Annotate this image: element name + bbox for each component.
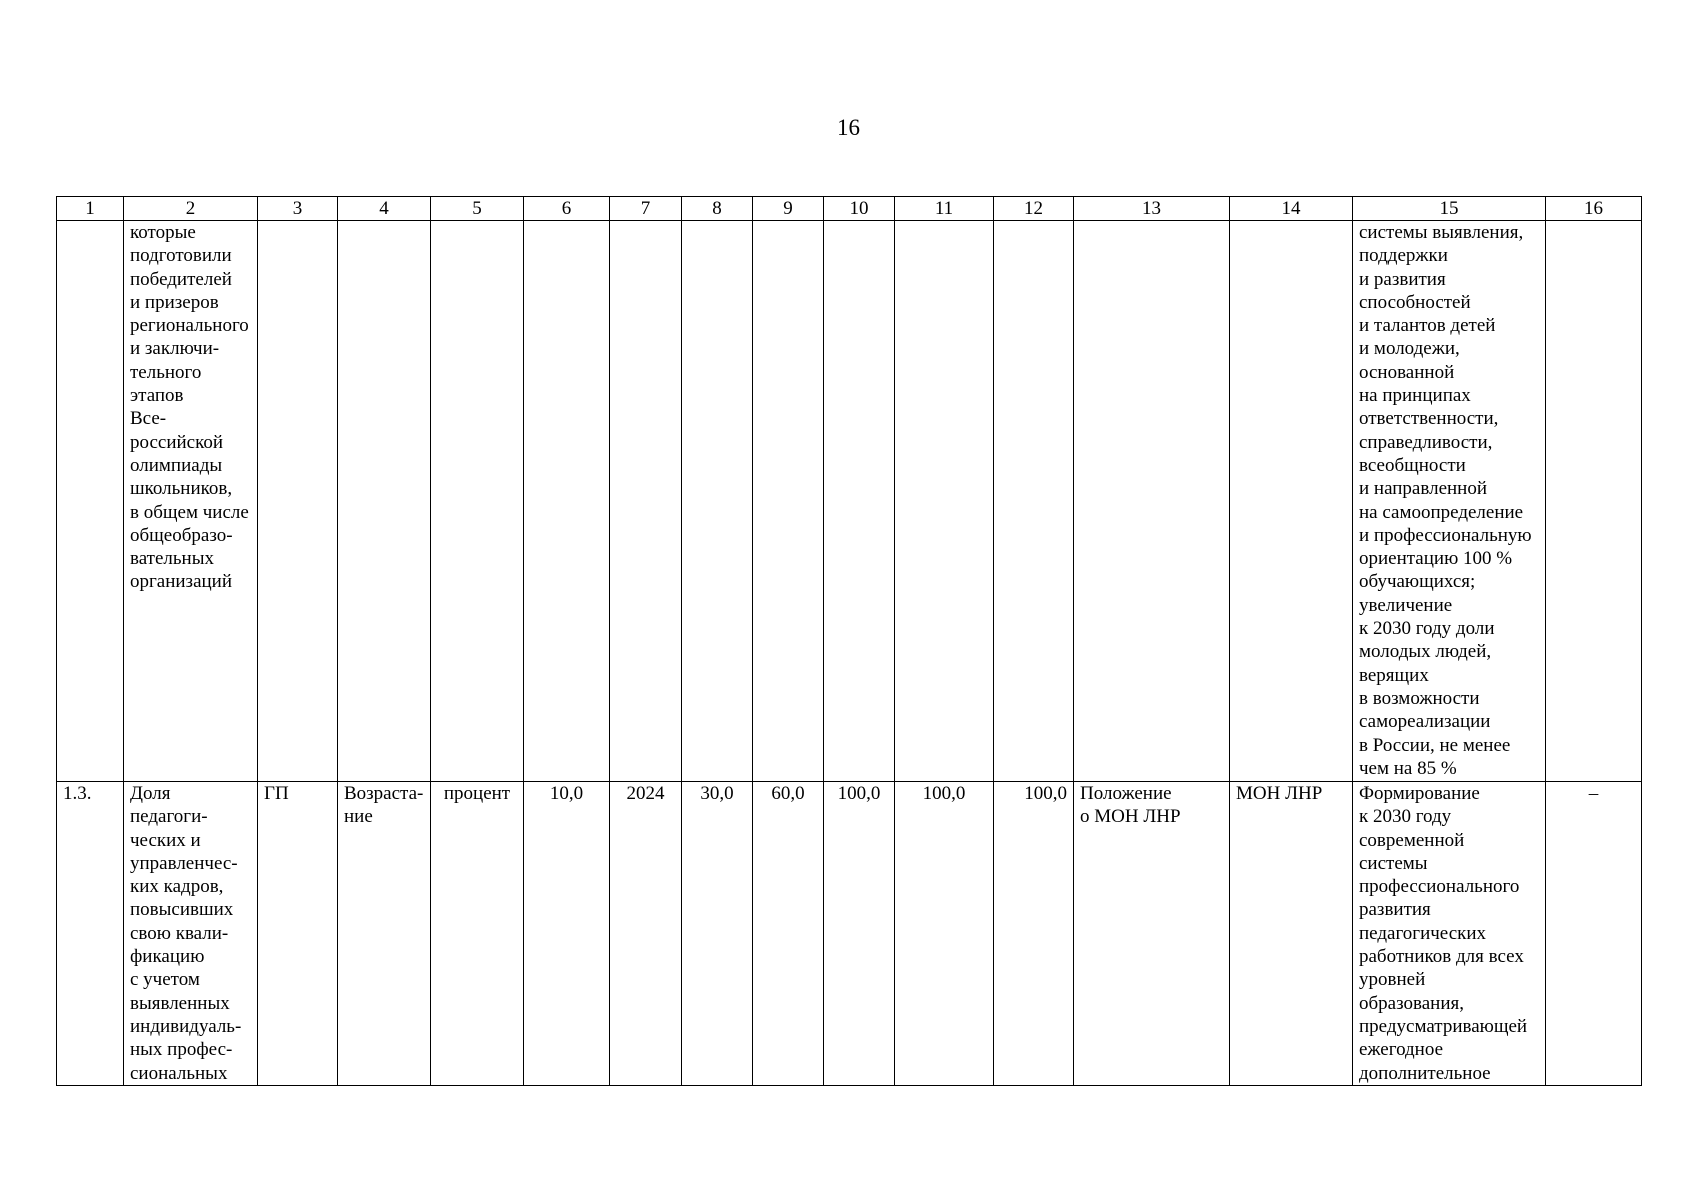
cell-unit xyxy=(431,221,524,782)
cell-indicator-name: Доля педагоги- ческих и управленчес- ких кадров, повысивших свою квали- фикацию с учетом выявленных индивидуаль- ных профес- сиональных xyxy=(124,782,258,1086)
cell-level xyxy=(258,221,338,782)
column-header: 11 xyxy=(895,197,994,221)
page-number: 16 xyxy=(837,115,860,140)
cell-document: Положение о МОН ЛНР xyxy=(1074,782,1230,1086)
indicators-table xyxy=(56,196,1642,1086)
cell-value xyxy=(824,221,895,782)
column-header: 14 xyxy=(1230,197,1353,221)
cell-value xyxy=(753,221,824,782)
column-header: 5 xyxy=(431,197,524,221)
cell-trend xyxy=(338,221,431,782)
cell-base-value: 10,0 xyxy=(524,782,610,1086)
cell-base-year: 2024 xyxy=(610,782,682,1086)
cell-trend: Возраста- ние xyxy=(338,782,431,1086)
table-row xyxy=(57,221,1642,782)
cell-info-system xyxy=(1546,221,1642,782)
column-header: 13 xyxy=(1074,197,1230,221)
cell-info-system: – xyxy=(1546,782,1642,1086)
column-header: 6 xyxy=(524,197,610,221)
column-header: 8 xyxy=(682,197,753,221)
cell-value: 30,0 xyxy=(682,782,753,1086)
cell-indicator-name: которые подготовили победителей и призеров регионального и заключи- тельного этапов Все- российской олимпиады школьников, в общем числе общеобразо- вательных организаций xyxy=(124,221,258,782)
table-header-row xyxy=(57,197,1642,221)
column-header: 2 xyxy=(124,197,258,221)
cell-level: ГП xyxy=(258,782,338,1086)
cell-value xyxy=(682,221,753,782)
cell-unit: процент xyxy=(431,782,524,1086)
cell-value xyxy=(895,221,994,782)
cell-goal-link: системы выявления, поддержки и развития способностей и талантов детей и молодежи, основанной на принципах ответственности, справедливости, всеобщности и направленной на самоопределение и профессиональную ориентацию 100 % обучающихся; увеличение к 2030 году доли молодых людей, верящих в возможности самореализации в России, не менее чем на 85 % xyxy=(1353,221,1546,782)
cell-goal-link: Формирование к 2030 году современной системы профессионального развития педагогических работников для всех уровней образования, предусматривающей ежегодное дополнительное xyxy=(1353,782,1546,1086)
column-header: 3 xyxy=(258,197,338,221)
column-header: 16 xyxy=(1546,197,1642,221)
cell-value: 60,0 xyxy=(753,782,824,1086)
cell-number xyxy=(57,221,124,782)
column-header: 7 xyxy=(610,197,682,221)
column-header: 15 xyxy=(1353,197,1546,221)
cell-responsible xyxy=(1230,221,1353,782)
column-header: 4 xyxy=(338,197,431,221)
cell-responsible: МОН ЛНР xyxy=(1230,782,1353,1086)
cell-document xyxy=(1074,221,1230,782)
cell-value: 100,0 xyxy=(994,782,1074,1086)
cell-value: 100,0 xyxy=(895,782,994,1086)
column-header: 9 xyxy=(753,197,824,221)
cell-number: 1.3. xyxy=(57,782,124,1086)
cell-base-year xyxy=(610,221,682,782)
cell-base-value xyxy=(524,221,610,782)
cell-value xyxy=(994,221,1074,782)
column-header: 10 xyxy=(824,197,895,221)
column-header: 1 xyxy=(57,197,124,221)
column-header: 12 xyxy=(994,197,1074,221)
table-row xyxy=(57,782,1642,1086)
cell-value: 100,0 xyxy=(824,782,895,1086)
